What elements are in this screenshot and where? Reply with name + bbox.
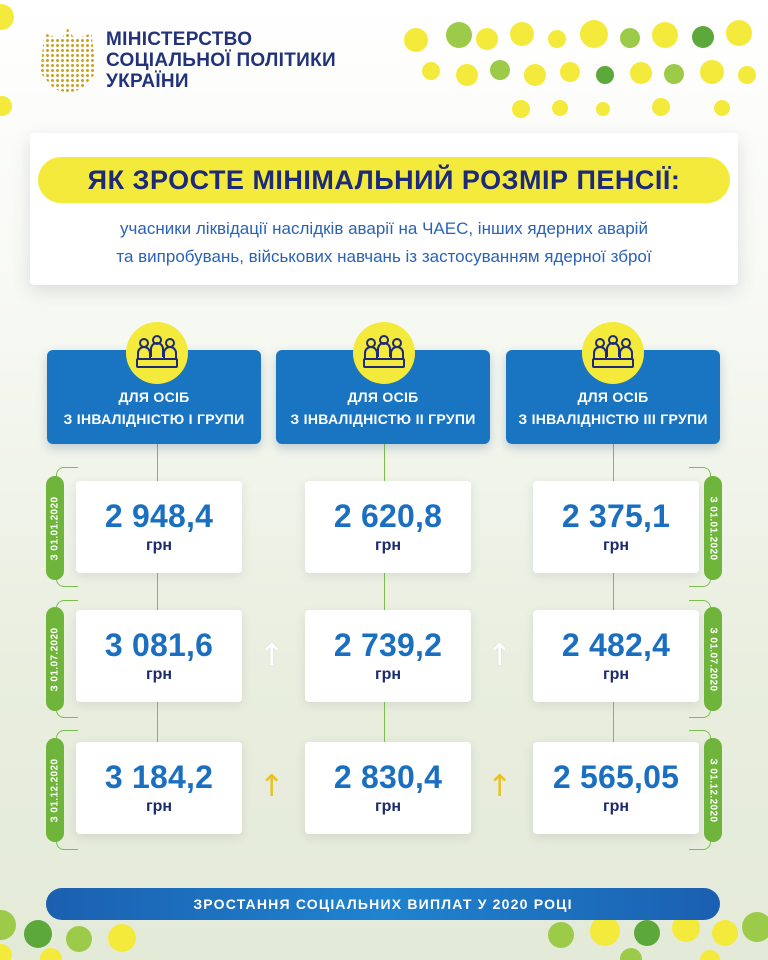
footer-text: ЗРОСТАННЯ СОЦІАЛЬНИХ ВИПЛАТ У 2020 РОЦІ (193, 896, 573, 912)
arrow-up-icon: ↑ (259, 638, 285, 673)
title-pill (38, 157, 730, 203)
currency-unit: грн (374, 666, 402, 683)
currency-unit: грн (374, 798, 402, 815)
currency-unit: грн (602, 798, 630, 815)
date-label: З 01.01.2020 (46, 476, 64, 580)
currency-unit: грн (374, 537, 402, 554)
pension-card (305, 742, 471, 834)
footer-bar (46, 888, 720, 920)
page-title: ЯК ЗРОСТЕ МІНІМАЛЬНИЙ РОЗМІР ПЕНСІЇ: (87, 164, 681, 195)
pension-value: 2 620,8 (333, 498, 443, 534)
arrow-up-icon: ↑ (487, 638, 513, 673)
pension-value: 2 739,2 (333, 627, 443, 663)
currency-unit: грн (602, 537, 630, 554)
pension-card (533, 481, 699, 573)
subtitle-line-2: та випробувань, військових навчань із застосуванням ядерної зброї (116, 247, 652, 266)
people-at-table-icon (582, 322, 644, 384)
pension-card (76, 481, 242, 573)
date-label: З 01.07.2020 (46, 607, 64, 711)
ministry-line-1: МІНІСТЕРСТВО (106, 28, 253, 50)
arrow-up-icon: ↑ (259, 769, 285, 804)
people-at-table-icon (353, 322, 415, 384)
column-header-line-1: ДЛЯ ОСІБ (347, 389, 419, 405)
column-header-line-1: ДЛЯ ОСІБ (118, 389, 190, 405)
column-header-line-2: З ІНВАЛІДНІСТЮ ІІІ ГРУПИ (518, 411, 708, 427)
currency-unit: грн (145, 537, 173, 554)
subtitle-line-1: учасники ліквідації наслідків аварії на ЧАЕС, інших ядерних аварій (120, 219, 648, 238)
date-label: З 01.07.2020 (704, 607, 722, 711)
currency-unit: грн (145, 798, 173, 815)
arrow-up-icon: ↑ (487, 769, 513, 804)
date-label: З 01.01.2020 (704, 476, 722, 580)
pension-card (305, 610, 471, 702)
people-at-table-icon (126, 322, 188, 384)
date-label: З 01.12.2020 (46, 738, 64, 842)
pension-value: 2 565,05 (552, 759, 680, 795)
title-panel (30, 133, 738, 285)
pension-card (305, 481, 471, 573)
currency-unit: грн (602, 666, 630, 683)
currency-unit: грн (145, 666, 173, 683)
pension-card (76, 610, 242, 702)
pension-value: 2 482,4 (561, 627, 671, 663)
pension-card (533, 742, 699, 834)
ministry-name (106, 29, 336, 92)
column-header-line-2: З ІНВАЛІДНІСТЮ ІІ ГРУПИ (290, 411, 476, 427)
column-header-line-2: З ІНВАЛІДНІСТЮ І ГРУПИ (63, 411, 245, 427)
pension-card (533, 610, 699, 702)
ministry-line-3: УКРАЇНИ (106, 70, 189, 92)
ministry-line-2: СОЦІАЛЬНОЇ ПОЛІТИКИ (106, 49, 336, 71)
pension-value: 2 830,4 (333, 759, 443, 795)
pension-value: 2 375,1 (561, 498, 671, 534)
pension-value: 3 184,2 (104, 759, 214, 795)
pension-card (76, 742, 242, 834)
date-label: З 01.12.2020 (704, 738, 722, 842)
pension-value: 2 948,4 (104, 498, 214, 534)
ministry-header (40, 28, 336, 92)
trident-emblem-icon (40, 28, 96, 92)
pension-value: 3 081,6 (104, 627, 214, 663)
column-header-line-1: ДЛЯ ОСІБ (577, 389, 649, 405)
